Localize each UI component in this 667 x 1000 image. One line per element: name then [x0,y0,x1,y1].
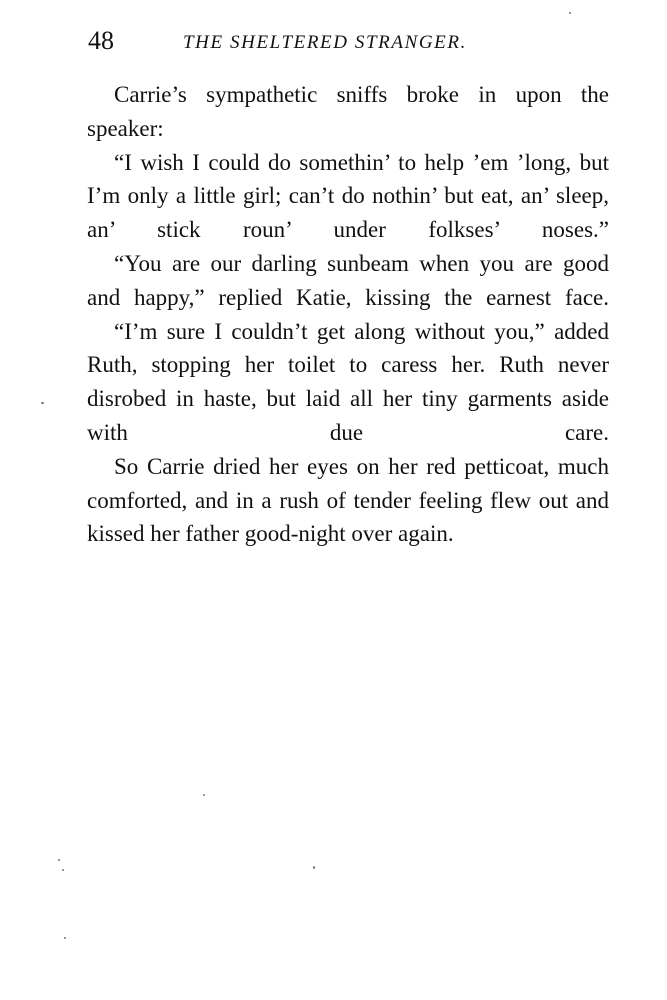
paper-speck [203,794,205,796]
paragraph: So Carrie dried her eyes on her red petticoat, much comforted, and in a rush of tender feeling flew out and kissed her father good-night over again. [87,453,609,547]
paper-speck [569,12,571,14]
paper-speck [62,869,64,871]
paper-speck [41,402,44,404]
text-body [87,78,609,551]
paper-speck [313,866,315,869]
paper-speck [58,859,60,861]
paragraph: “You are our darling sunbeam when you are good and happy,” replied Katie, kissing the earnest face. [87,250,609,310]
paper-speck [64,937,66,939]
paragraph: Carrie’s sympathetic sniffs broke in upon the speaker: [87,82,609,141]
running-head [82,26,612,62]
page-number: 48 [88,26,114,55]
paragraph: “I wish I could do somethin’ to help ’em ’long, but I’m only a little girl; can’t do nothin’ but eat, an’ sleep, an’ stick roun’ under folkses’ noses.” [87,149,609,243]
running-title: THE SHELTERED STRANGER. [183,32,467,53]
paragraph: “I’m sure I couldn’t get along without you,” added Ruth, stopping her toilet to caress her. Ruth never disrobed in haste, but laid all her tiny garments aside with due care. [87,318,609,445]
